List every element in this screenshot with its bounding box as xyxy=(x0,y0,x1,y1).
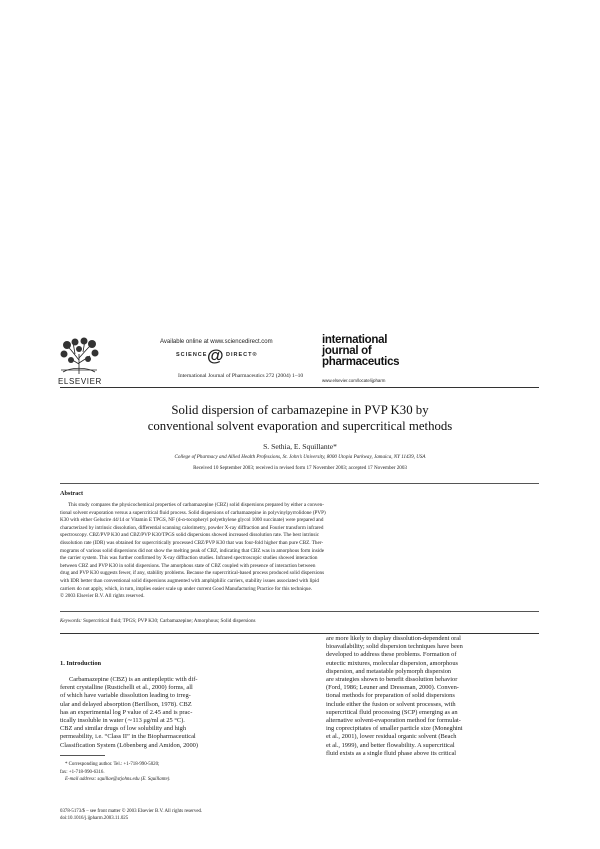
keywords-divider xyxy=(60,611,539,612)
introduction-right-column xyxy=(326,635,539,758)
intro-line: include either the fusion or solvent processes, with xyxy=(326,700,456,708)
intro-line: supercritical fluid processing (SCP) emerging as an xyxy=(326,708,458,716)
intro-line: Classification System (Löbenberg and Amidon, 2000) xyxy=(60,741,198,749)
abstract-line: tional solvent evaporation versus a supercritical fluid process. Solid dispersions of carbamazepine in polyvinylpyrrolidone (PVP) xyxy=(60,509,326,516)
intro-line: Carbamazepine (CBZ) is an antiepileptic with dif- xyxy=(69,676,198,683)
abstract-line: spectroscopy. CBZ/PVP K30 and CBZ/PVP K30/TPGS solid dispersions showed increased dissolution rate. The best intrinsic xyxy=(60,532,320,539)
intro-line: tically insoluble in water (∼113 μg/ml at 25 °C). xyxy=(60,717,185,725)
article-title-line2: conventional solvent evaporation and supercritical methods xyxy=(147,419,453,433)
intro-line: tional methods for preparation of solid dispersions xyxy=(326,692,455,700)
abstract-body xyxy=(60,502,539,601)
intro-line: (Ford, 1986; Leuner and Dressman, 2000). Conven- xyxy=(326,684,459,692)
elsevier-tree-icon xyxy=(57,336,101,376)
abstract-copyright: © 2003 Elsevier B.V. All rights reserved. xyxy=(60,593,145,600)
intro-line: ferent crystalline (Rustichelli et al., 2000) forms, all xyxy=(60,684,193,692)
keywords-label: Keywords: xyxy=(60,618,82,624)
abstract-line: This study compares the physicochemical properties of carbamazepine (CBZ) solid dispersions prepared by either a conven- xyxy=(68,502,324,508)
journal-title-line2: journal of xyxy=(322,345,372,357)
page-footer xyxy=(60,808,202,822)
intro-line: developed to address these problems. Formation of xyxy=(326,651,457,659)
footnote-line2: fax: +1-718-990-6316. xyxy=(60,769,105,775)
abstract-line: mograms of various solid dispersions did not show the melting peak of CBZ, indicating that CBZ was in amorphous form inside xyxy=(60,547,324,554)
footnote-divider xyxy=(60,755,105,756)
sciencedirect-right: DIRECT® xyxy=(226,352,258,358)
sciencedirect-logo[interactable] xyxy=(176,346,286,365)
footnote-line3[interactable]: E-mail address: squillae@stjohns.edu (E. Squillante). xyxy=(65,777,171,782)
body-divider xyxy=(60,633,539,634)
affiliation: College of Pharmacy and Allied Health Professions, St. John’s University, 8000 Utopia Parkway, Jamaica, NY 11439, USA xyxy=(174,454,426,460)
footnote-line1: * Corresponding author. Tel.: +1-718-990-5020; xyxy=(65,762,160,767)
publisher-name: ELSEVIER xyxy=(58,377,102,386)
abstract-line: with IDR better than conventional solid dispersions augmented with amphiphilic carriers, stability issues associated with lipid xyxy=(60,577,319,584)
abstract-divider xyxy=(60,483,539,484)
footnote xyxy=(60,761,171,784)
intro-line: bioavailability; solid dispersion techniques have been xyxy=(326,643,463,651)
intro-line: are strategies shown to benefit dissolution behavior xyxy=(326,676,458,684)
intro-line: are more likely to display dissolution-dependent oral xyxy=(326,635,461,642)
abstract-line: dissolution rate (IDR) was obtained for supercritically processed CBZ/PVP K30 that was four-fold higher than pure CBZ. Ther- xyxy=(60,539,324,546)
introduction-heading: 1. Introduction xyxy=(60,660,102,667)
intro-line: permeability, i.e. “Class II” in the Biopharmaceutical xyxy=(60,733,196,741)
elsevier-logo xyxy=(57,336,101,376)
abstract-line: drug and PVP K30 suggests fewer, if any, stability problems. Because the supercritical-based process produced solid dispersions xyxy=(60,570,325,577)
intro-line: dispersion, and metastable polymorph dispersion xyxy=(326,667,452,675)
intro-line: fluid exists as a single fluid phase above its critical xyxy=(326,749,457,757)
article-title xyxy=(60,402,540,434)
abstract-line: K30 with either Gelucire 44/14 or Vitamin E TPGS, NF (d-α-tocopheryl polyethylene glycol 1000 succinate) were prepared and xyxy=(60,517,324,524)
journal-citation: International Journal of Pharmaceutics 272 (2004) 1–10 xyxy=(178,373,304,379)
available-online-text[interactable]: Available online at www.sciencedirect.com xyxy=(160,339,273,345)
article-title-line1: Solid dispersion of carbamazepine in PVP K30 by xyxy=(171,403,429,417)
keywords xyxy=(60,618,256,624)
intro-line: has an experimental log P value of 2.45 and is prac- xyxy=(60,708,193,716)
journal-title-logo xyxy=(322,335,452,377)
abstract-line: carriers do not apply, which, in turn, implies easier scale up under current Good Manufacturing Practice for this technique. xyxy=(60,585,313,592)
sciencedirect-left: SCIENCE xyxy=(176,352,208,358)
footer-line1: 0378-5173/$ – see front matter © 2003 Elsevier B.V. All rights reserved. xyxy=(60,809,203,814)
intro-line: of which have variable dissolution leading to irreg- xyxy=(60,692,191,700)
introduction-left-column xyxy=(60,676,273,750)
sciencedirect-at-icon: @ xyxy=(207,346,224,365)
intro-line: et al., 1999), and better flowability. A supercritical xyxy=(326,741,455,749)
header-divider xyxy=(60,387,539,388)
intro-line: eutectic mixtures, molecular dispersion, amorphous xyxy=(326,659,459,667)
intro-line: CBZ and similar drugs of low solubility and high xyxy=(60,725,187,733)
article-dates: Received 10 September 2003; received in revised form 17 November 2003; accepted 17 November 2003 xyxy=(193,465,407,471)
authors: S. Sethia, E. Squillante* xyxy=(263,442,337,451)
journal-url[interactable]: www.elsevier.com/locate/ijpharm xyxy=(322,378,386,383)
intro-line: et al., 2001), lower residual organic solvent (Beach xyxy=(326,733,457,741)
footer-doi[interactable]: doi:10.1016/j.ijpharm.2003.11.025 xyxy=(60,816,129,821)
intro-line: ing coprecipitates of smaller particle size (Moneghini xyxy=(326,725,463,733)
abstract-line: the carrier system. This was further confirmed by X-ray diffraction studies. Infrared spectroscopic studies showed interaction xyxy=(60,555,318,562)
abstract-line: characterized by intrinsic dissolution, differential scanning calorimetry, powder X-ray diffraction and Fourier transform infrared xyxy=(60,524,324,531)
abstract-heading: Abstract xyxy=(60,490,84,497)
abstract-line: between CBZ and PVP K30 in solid dispersions. The amorphous state of CBZ coupled with presence of interaction between xyxy=(60,562,316,569)
journal-title-line1: international xyxy=(322,334,388,346)
keywords-text: Supercritical fluid; TPGS; PVP K30; Carbamazepine; Amorphous; Solid dispersions xyxy=(83,618,256,624)
intro-line: alternative solvent-evaporation method for formulat- xyxy=(326,717,461,725)
intro-line: ular and delayed absorption (Berillson, 1978). CBZ xyxy=(60,700,192,708)
journal-title-line3: pharmaceutics xyxy=(322,356,400,368)
